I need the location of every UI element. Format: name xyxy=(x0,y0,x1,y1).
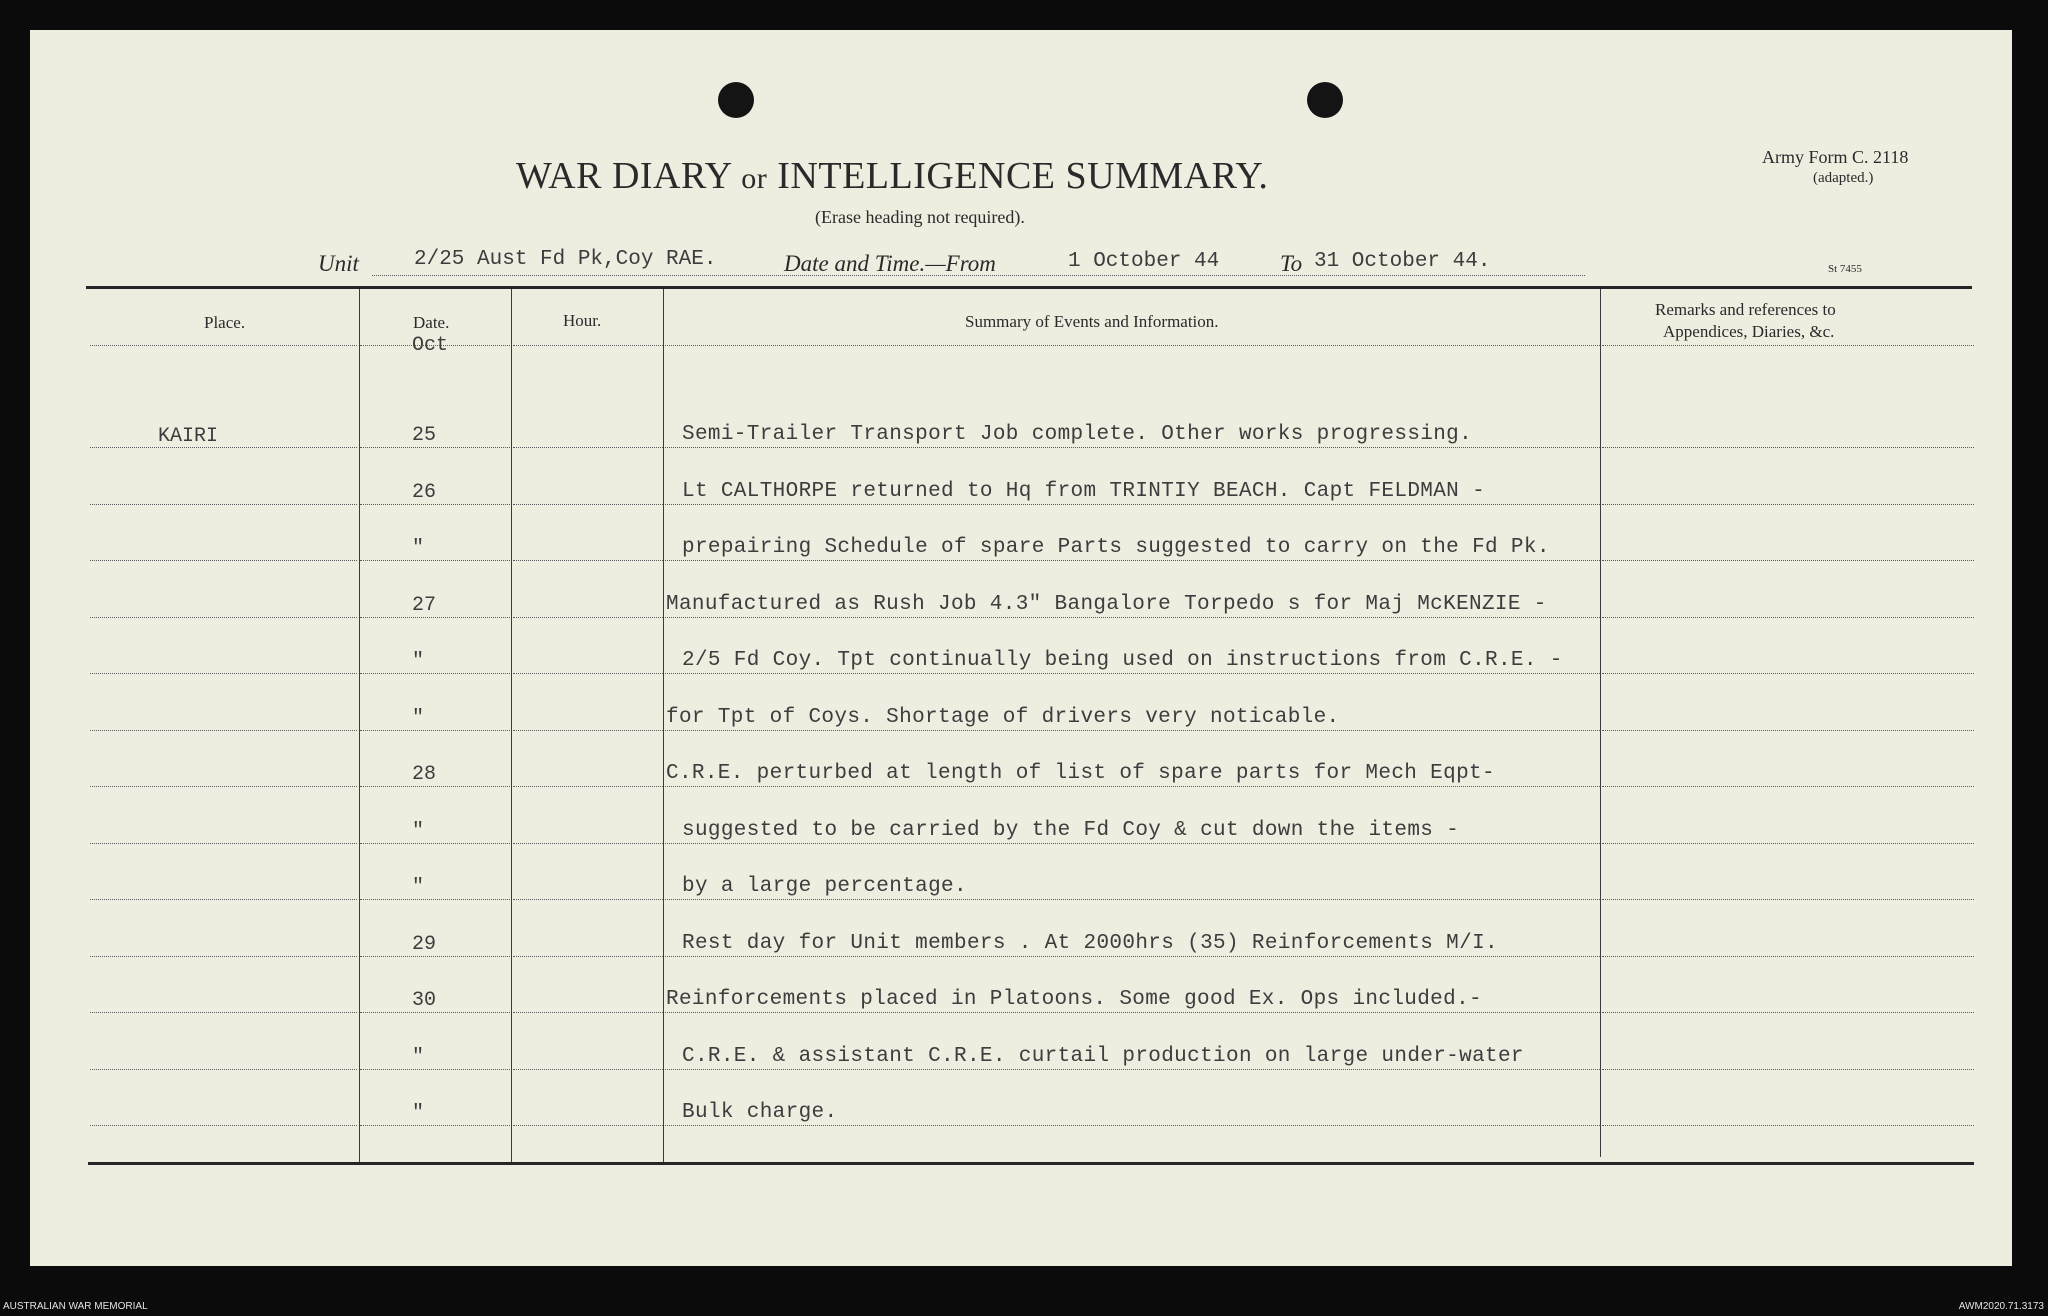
ruled-line xyxy=(90,504,357,505)
st-number: St 7455 xyxy=(1828,263,1862,275)
table-bottom-rule xyxy=(88,1162,1974,1165)
column-divider-date xyxy=(511,289,512,1162)
ruled-line xyxy=(90,1012,357,1013)
ruled-line xyxy=(1602,673,1974,674)
ruled-line xyxy=(513,730,663,731)
date-time-label: Date and Time.—From xyxy=(784,251,996,276)
ruled-line xyxy=(665,956,1600,957)
ruled-line xyxy=(360,786,510,787)
header-place: Place. xyxy=(204,313,246,332)
ruled-line xyxy=(665,1012,1600,1013)
summary-cell: Reinforcements placed in Platoons. Some good Ex. Ops included.- xyxy=(666,988,1482,1011)
date-cell: " xyxy=(412,706,425,730)
ruled-line xyxy=(665,730,1600,731)
summary-cell: Bulk charge. xyxy=(682,1101,838,1124)
ruled-line xyxy=(1602,560,1974,561)
summary-cell: Rest day for Unit members . At 2000hrs (35) Reinforcements M/I. xyxy=(682,931,1498,955)
punch-hole-right xyxy=(1307,82,1343,118)
ruled-line xyxy=(360,1069,510,1070)
ruled-line xyxy=(513,504,663,505)
ruled-line xyxy=(360,843,510,844)
ruled-line xyxy=(90,447,357,448)
column-divider-hour xyxy=(663,289,664,1162)
ruled-line xyxy=(90,843,357,844)
to-label: To xyxy=(1280,251,1303,276)
column-divider-place xyxy=(359,289,360,1162)
ruled-line xyxy=(513,786,663,787)
ruled-line xyxy=(513,899,663,900)
ruled-line xyxy=(513,1012,663,1013)
ruled-line xyxy=(513,560,663,561)
header-date: Date. xyxy=(413,313,450,332)
ruled-line xyxy=(1602,786,1974,787)
header-remarks-line2: Appendices, Diaries, &c. xyxy=(1663,322,1835,341)
date-cell: 25 xyxy=(412,424,437,447)
date-cell: 29 xyxy=(412,932,437,956)
ruled-line xyxy=(360,899,510,900)
date-cell: " xyxy=(412,819,425,843)
summary-cell: by a large percentage. xyxy=(682,875,967,898)
column-divider-summary xyxy=(1600,289,1601,1157)
ruled-line xyxy=(513,345,663,346)
date-cell: 27 xyxy=(412,593,437,617)
summary-cell: C.R.E. & assistant C.R.E. curtail production on large under-water xyxy=(682,1044,1524,1068)
ruled-line xyxy=(360,504,510,505)
form-title xyxy=(516,154,1268,198)
ruled-line xyxy=(90,1125,357,1126)
ruled-line xyxy=(513,843,663,844)
title-second: INTELLIGENCE SUMMARY. xyxy=(777,155,1269,197)
ruled-line xyxy=(513,956,663,957)
ruled-line xyxy=(360,560,510,561)
summary-cell: prepairing Schedule of spare Parts suggested to carry on the Fd Pk. xyxy=(682,536,1550,559)
summary-cell: Lt CALTHORPE returned to Hq from TRINTIY BEACH. Capt FELDMAN - xyxy=(682,479,1486,503)
table-top-rule xyxy=(86,286,1972,289)
ruled-line xyxy=(665,345,1600,346)
ruled-line xyxy=(90,1069,357,1070)
ruled-line xyxy=(90,345,357,346)
ruled-line xyxy=(90,730,357,731)
to-value: 31 October 44. xyxy=(1314,250,1491,273)
ruled-line xyxy=(1602,1012,1974,1013)
date-cell: 28 xyxy=(412,763,437,786)
header-hour: Hour. xyxy=(563,311,602,330)
date-cell: " xyxy=(412,650,425,673)
header-month: Oct xyxy=(412,334,449,357)
ruled-line xyxy=(90,956,357,957)
ruled-line xyxy=(90,560,357,561)
summary-cell: C.R.E. perturbed at length of list of spare parts for Mech Eqpt- xyxy=(666,762,1495,785)
date-cell: " xyxy=(412,1045,425,1069)
ruled-line xyxy=(1602,956,1974,957)
ruled-line xyxy=(360,1012,510,1013)
ruled-line xyxy=(1602,899,1974,900)
army-form-label: Army Form C. 2118 xyxy=(1762,147,1909,167)
date-cell: 30 xyxy=(412,989,437,1012)
ruled-line xyxy=(513,447,663,448)
ruled-line xyxy=(665,504,1600,505)
ruled-line xyxy=(90,617,357,618)
title-main: WAR DIARY xyxy=(516,155,732,197)
ruled-line xyxy=(360,673,510,674)
summary-cell: suggested to be carried by the Fd Coy & cut down the items - xyxy=(682,818,1460,842)
ruled-line xyxy=(665,786,1600,787)
date-cell: " xyxy=(412,876,425,899)
from-value: 1 October 44 xyxy=(1068,250,1220,273)
title-or: or xyxy=(741,162,768,195)
ruled-line xyxy=(513,1125,663,1126)
summary-cell: 2/5 Fd Coy. Tpt continually being used on instructions from C.R.E. - xyxy=(682,649,1563,672)
ruled-line xyxy=(360,617,510,618)
ruled-line xyxy=(90,673,357,674)
unit-label: Unit xyxy=(318,251,359,276)
date-cell: 26 xyxy=(412,480,437,504)
ruled-line xyxy=(360,956,510,957)
ruled-line xyxy=(1602,1125,1974,1126)
date-cell: " xyxy=(412,1102,425,1125)
ruled-line xyxy=(1602,504,1974,505)
ruled-line xyxy=(665,899,1600,900)
ruled-line xyxy=(1602,1069,1974,1070)
ruled-line xyxy=(1602,843,1974,844)
ruled-line xyxy=(1602,447,1974,448)
ruled-line xyxy=(665,560,1600,561)
footer-accession-number: AWM2020.71.3173 xyxy=(1958,1301,2044,1312)
ruled-line xyxy=(1602,730,1974,731)
footer-credit-left: AUSTRALIAN WAR MEMORIAL xyxy=(3,1301,148,1312)
punch-hole-left xyxy=(718,82,754,118)
ruled-line xyxy=(360,345,510,346)
form-subtitle: (Erase heading not required). xyxy=(815,207,1025,227)
ruled-line xyxy=(513,617,663,618)
ruled-line xyxy=(360,1125,510,1126)
date-cell: " xyxy=(412,537,425,560)
place-cell: KAIRI xyxy=(158,425,219,448)
adapted-label: (adapted.) xyxy=(1813,170,1874,186)
summary-cell: Manufactured as Rush Job 4.3" Bangalore Torpedo s for Maj McKENZIE - xyxy=(666,592,1547,616)
ruled-line xyxy=(665,1125,1600,1126)
summary-cell: Semi-Trailer Transport Job complete. Other works progressing. xyxy=(682,423,1473,446)
ruled-line xyxy=(665,673,1600,674)
ruled-line xyxy=(665,447,1600,448)
ruled-line xyxy=(513,673,663,674)
ruled-line xyxy=(513,1069,663,1070)
ruled-line xyxy=(360,447,510,448)
header-summary: Summary of Events and Information. xyxy=(965,312,1219,331)
ruled-line xyxy=(1602,617,1974,618)
summary-cell: for Tpt of Coys. Shortage of drivers very noticable. xyxy=(666,705,1340,729)
ruled-line xyxy=(665,843,1600,844)
ruled-line xyxy=(665,617,1600,618)
header-remarks-line1: Remarks and references to xyxy=(1655,300,1836,319)
diary-page xyxy=(30,30,2012,1266)
unit-value: 2/25 Aust Fd Pk,Coy RAE. xyxy=(414,248,717,271)
ruled-line xyxy=(90,899,357,900)
ruled-line xyxy=(665,1069,1600,1070)
ruled-line xyxy=(90,786,357,787)
ruled-line xyxy=(1602,345,1974,346)
ruled-line xyxy=(360,730,510,731)
